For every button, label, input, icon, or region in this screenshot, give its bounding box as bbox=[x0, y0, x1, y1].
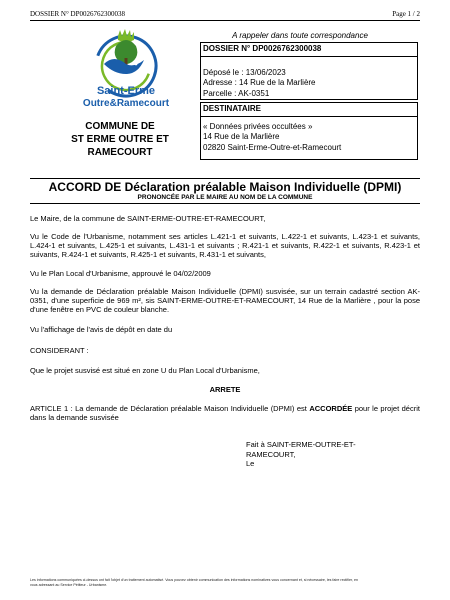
arrete-heading: ARRETE bbox=[209, 385, 241, 394]
paragraph-code-urbanisme: Vu le Code de l'Urbanisme, notamment ses articles L.421-1 et suivants, L.422-1 et suivants, L.423-1 et suivants, L.424-1 et suivants, L.425-1 et suivants, L.431-1 et suivants ; R.421-1 et suivants, R.422-1 et suivants, R.423-1 et suivants, R.424-1 et suivants, R.425-1 et suivants, R.431-1 et suivants, bbox=[30, 232, 420, 259]
header-dossier-number: DOSSIER N° DP0026762300038 bbox=[30, 10, 125, 18]
parcel: Parcelle : AK-0351 bbox=[203, 88, 270, 98]
commune-line-2: ST ERME OUTRE ET bbox=[71, 134, 169, 145]
commune-name bbox=[40, 120, 200, 159]
paragraph-zone: Que le projet susvisé est situé en zone U du Plan Local d'Urbanisme, bbox=[30, 366, 260, 375]
page-header bbox=[30, 10, 420, 21]
decision-title-box bbox=[30, 178, 420, 204]
paragraph-affichage: Vu l'affichage de l'avis de dépôt en date du bbox=[30, 325, 173, 334]
deposit-date: Déposé le : 13/06/2023 bbox=[203, 67, 286, 77]
paragraph-plu: Vu le Plan Local d'Urbanisme, approuvé le 04/02/2009 bbox=[30, 269, 211, 278]
footer-notice bbox=[30, 578, 420, 587]
header-rule bbox=[30, 20, 420, 21]
decision-title: ACCORD DE Déclaration préalable Maison Individuelle (DPMI) bbox=[48, 180, 402, 194]
logo-text-line1: Saint-Erme bbox=[96, 85, 156, 97]
paragraph-demande: Vu la demande de Déclaration préalable Maison Individuelle (DPMI) susvisée, sur un terrain cadastré section AK-0351, d'une superficie de 969 m², sis SAINT-ERME-OUTRE-ET-RAMECOURT, 14 Rue de la Marlière , pour la pose d'une fenêtre en PVC de couleur blanche. bbox=[30, 287, 420, 314]
article-1-text-end: pour le projet décrit dans la demande susvisée bbox=[30, 404, 420, 422]
commune-logo bbox=[78, 28, 174, 114]
recipient-box-title: DESTINATAIRE bbox=[201, 103, 417, 117]
page-number: Page 1 / 2 bbox=[392, 10, 420, 18]
address: Adresse : 14 Rue de la Marlière bbox=[203, 78, 316, 87]
article-1-decision: ACCORDÉE bbox=[309, 404, 353, 413]
correspondence-reminder: A rappeler dans toute correspondance bbox=[232, 31, 368, 40]
signature-date: Le bbox=[246, 459, 255, 468]
recipient-street: 14 Rue de la Marlière bbox=[203, 132, 280, 141]
signature-block bbox=[246, 440, 396, 469]
logo-text-line2: Outre&Ramecourt bbox=[82, 98, 170, 109]
recipient-city: 02820 Saint-Erme-Outre-et-Ramecourt bbox=[203, 142, 342, 152]
paragraph-maire: Le Maire, de la commune de SAINT-ERME-OUTRE-ET-RAMECOURT, bbox=[30, 214, 266, 223]
paragraph-considerant: CONSIDERANT : bbox=[30, 346, 89, 355]
commune-line-1: COMMUNE DE bbox=[85, 121, 155, 132]
decision-subtitle: PRONONCÉE PAR LE MAIRE AU NOM DE LA COMMUNE bbox=[137, 194, 313, 201]
footer-line-2: vous adressant au Service Pétiteur - Urbanisme. bbox=[30, 582, 108, 587]
recipient-box bbox=[200, 102, 418, 160]
article-1 bbox=[30, 404, 420, 422]
signature-place-line1: Fait à SAINT-ERME-OUTRE-ET- bbox=[246, 440, 356, 449]
dossier-box bbox=[200, 42, 418, 100]
commune-line-3: RAMECOURT bbox=[87, 147, 153, 158]
dossier-box-title: DOSSIER N° DP0026762300038 bbox=[201, 43, 417, 57]
article-1-text: ARTICLE 1 : La demande de Déclaration préalable Maison Individuelle (DPMI) est bbox=[30, 404, 310, 413]
recipient-name: « Données privées occultées » bbox=[203, 121, 313, 131]
footer-line-1: Les informations communiquées ci-dessus ont fait l'objet d'un traitement automatisé. Vous pouvez obtenir communication des informations nominatives vous concernant et, si nécessaire, les faire rectifier, en bbox=[30, 578, 358, 582]
signature-place-line2: RAMECOURT, bbox=[246, 449, 296, 459]
